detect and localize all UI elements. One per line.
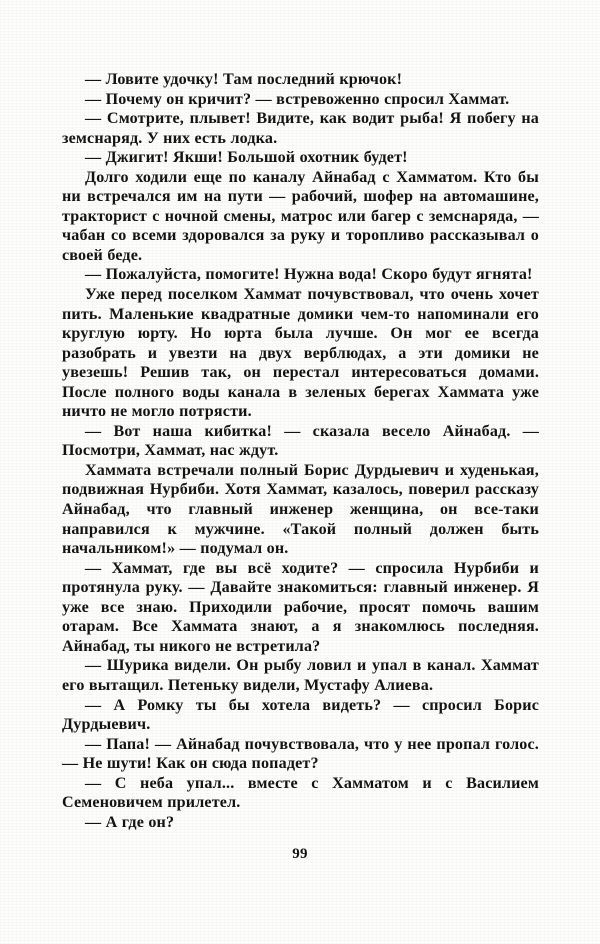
paragraph: — Шурика видели. Он рыбу ловил и упал в канал. Хаммат его вытащил. Петеньку видели, Мустафу Алиева.: [62, 657, 539, 694]
paragraph: — Папа! — Айнабад почувствовала, что у нее пропал голос. — Не шути! Как он сюда попадет?: [62, 735, 539, 773]
paragraph: — Ловите удочку! Там последний крючок!: [85, 71, 403, 88]
paragraph: Уже перед поселком Хаммат почувствовал, что очень хочет пить. Маленькие квадратные домики чем-то напоминали его круглую юрту. Но юрта была лучше. Он мог ее всегда разобрать и увезти на двух верблюдах, а эти домики не увезешь! Решив так, он перестал интересоваться домами. После полного воды канала в зеленых берегах Хаммата уже ничто не могло потрясти.: [62, 286, 539, 421]
paragraph: — Почему он кричит? — встревоженно спросил Хаммат.: [85, 90, 510, 108]
paragraph: — А где он?: [85, 813, 175, 831]
paragraph: — Джигит! Якши! Большой охотник будет!: [85, 149, 408, 167]
body-text-block: [62, 70, 539, 832]
paragraph: — Вот наша кибитка! — сказала весело Айнабад. — Посмотри, Хаммат, нас ждут.: [62, 422, 539, 460]
paragraph: — А Ромку ты бы хотела видеть? — спросил Борис Дурдыевич.: [62, 696, 539, 734]
paragraph: — Пожалуйста, помогите! Нужна вода! Скоро будут ягнята!: [85, 266, 533, 284]
paragraph: — Смотрите, плывет! Видите, как водит рыба! Я побегу на земснаряд. У них есть лодка.: [62, 110, 539, 147]
page-number: 99: [292, 846, 308, 862]
paragraph: — С неба упал... вместе с Хамматом и с Василием Семеновичем прилетел.: [62, 774, 539, 812]
paragraph: Хаммата встречали полный Борис Дурдыевич и худенькая, подвижная Нурбиби. Хотя Хаммат, казалось, поверил рассказу Айнабад, что главный инженер женщина, он все-таки направился к мужчине. «Такой полный должен быть начальником!» — подумал он.: [62, 461, 539, 558]
paragraph: Долго ходили еще по каналу Айнабад с Хамматом. Кто бы ни встречался им на пути — рабочий, шофер на автомашине, тракторист с ночной смены, матрос или багер с земснаряда, — чабан со всеми здоровался за руку и торопливо рассказывал о своей беде.: [62, 168, 539, 264]
paragraph: — Хаммат, где вы всё ходите? — спросила Нурбиби и протянула руку. — Давайте знакомиться: главный инженер. Я уже все знаю. Приходили рабочие, просят помочь вашим отарам. Все Хаммата знают, а я знакомлюсь последняя. Айнабад, ты никого не встретила?: [62, 559, 539, 655]
